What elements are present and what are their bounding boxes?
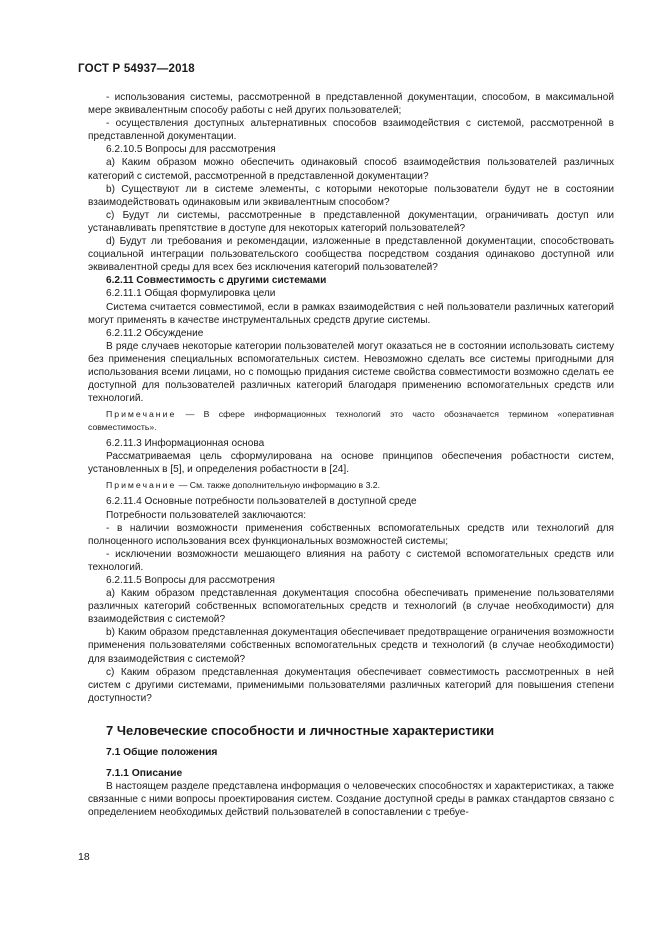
note-text: — См. также дополнительную информацию в 3.2.	[176, 480, 381, 491]
page-content	[88, 91, 614, 819]
question-item: c) Будут ли системы, рассмотренные в представленной документации, ограничивать доступ или устанавливать препятствие в доступе для некоторых категорий пользователей?	[88, 209, 614, 234]
paragraph: Система считается совместимой, если в рамках взаимодействия с ней пользователи различных категорий могут применять в качестве инструментальных средств другие системы.	[88, 301, 614, 326]
subsection-heading: 6.2.11.1 Общая формулировка цели	[106, 288, 276, 300]
paragraph: В ряде случаев некоторые категории пользователей могут оказаться не в состоянии использовать систему без применения специальных вспомогательных систем. Невозможно сделать все системы пригодными для использования всеми лицами, но с помощью придания системе свойства совместимости возможно сделать ее доступной для пользователей различных категорий благодаря применению вспомогательных средств или технологий.	[88, 340, 614, 405]
subsection-heading: 6.2.11.4 Основные потребности пользователей в доступной среде	[106, 496, 417, 508]
question-item: d) Будут ли требования и рекомендации, изложенные в представленной документации, способствовать социальной интеграции пользовательского сообщества посредством создания одинаково доступной или эквивалентной среды для всех без исключения категорий пользователей?	[88, 236, 614, 274]
paragraph: Потребности пользователей заключаются:	[106, 509, 307, 521]
note-label: Примечание	[106, 409, 177, 420]
paragraph: В настоящем разделе представлена информация о человеческих способностях и характеристиках, а также связанные с ними вопросы проектирования систем. Создание доступной среды в рамках стандартов связано с определением необходимых действий пользователей в сопоставлении с требуе-	[88, 781, 614, 819]
subsection-heading: 6.2.11.3 Информационная основа	[106, 437, 265, 449]
note-text: — В сфере информационных технологий это часто обозначается термином «оперативная совместимость».	[88, 409, 614, 432]
paragraph: - использования системы, рассмотренной в представленной документации, способом, в максимальной мере эквивалентным способу работы с ней других пользователей;	[88, 92, 614, 117]
chapter-heading: 7 Человеческие способности и личностные характеристики	[106, 722, 495, 738]
section-heading: 6.2.11 Совместимость с другими системами	[106, 275, 327, 287]
question-item: a) Каким образом представленная документация способна обеспечивать применение пользователями различных категорий собственных вспомогательных средств и технологий (в случае необходимости) для взаимодействия с системой?	[88, 588, 614, 626]
question-item: c) Каким образом представленная документация обеспечивает совместимость рассмотренных в ней систем с другими системами, применимыми пользователями различных категорий для повышения степени доступности?	[88, 666, 614, 704]
standard-header: ГОСТ Р 54937—2018	[78, 63, 195, 75]
list-item: - исключении возможности мешающего влияния на работу с системой вспомогательных средств или технологий.	[88, 548, 614, 573]
question-item: b) Каким образом представленная документация обеспечивает предотвращение ограничения возможности применения пользователями собственных вспомогательных средств и технологий (в случае необходимости) для взаимодействия с системой?	[88, 627, 614, 665]
subsection-heading: 6.2.11.2 Обсуждение	[106, 327, 204, 339]
note	[88, 479, 614, 491]
list-item: - в наличии возможности применения собственных вспомогательных средств или технологий для полноценного использования всех функциональных возможностей системы;	[88, 522, 614, 547]
note-label: Примечание	[106, 480, 177, 491]
question-item: b) Существуют ли в системе элементы, с которыми некоторые пользователи будут не в состоянии взаимодействовать одинаковым или эквивалентным способом?	[88, 183, 614, 208]
paragraph: Рассматриваемая цель сформулирована на основе принципов обеспечения робастности систем, установленных в [5], и определения робастности в [24].	[88, 450, 614, 476]
page-number: 18	[78, 851, 90, 863]
subsection-heading: 6.2.11.5 Вопросы для рассмотрения	[106, 574, 275, 586]
note	[88, 408, 614, 433]
subsection-heading: 7.1.1 Описание	[106, 768, 183, 780]
question-item: a) Каким образом можно обеспечить одинаковый способ взаимодействия пользователей различных категорий с системой, рассмотренной в представленной документации?	[88, 157, 614, 182]
paragraph: - осуществления доступных альтернативных способов взаимодействия с системой, рассмотренной в представленной документации.	[88, 118, 614, 143]
subsection-heading: 6.2.10.5 Вопросы для рассмотрения	[106, 144, 276, 156]
section-heading: 7.1 Общие положения	[106, 746, 218, 758]
